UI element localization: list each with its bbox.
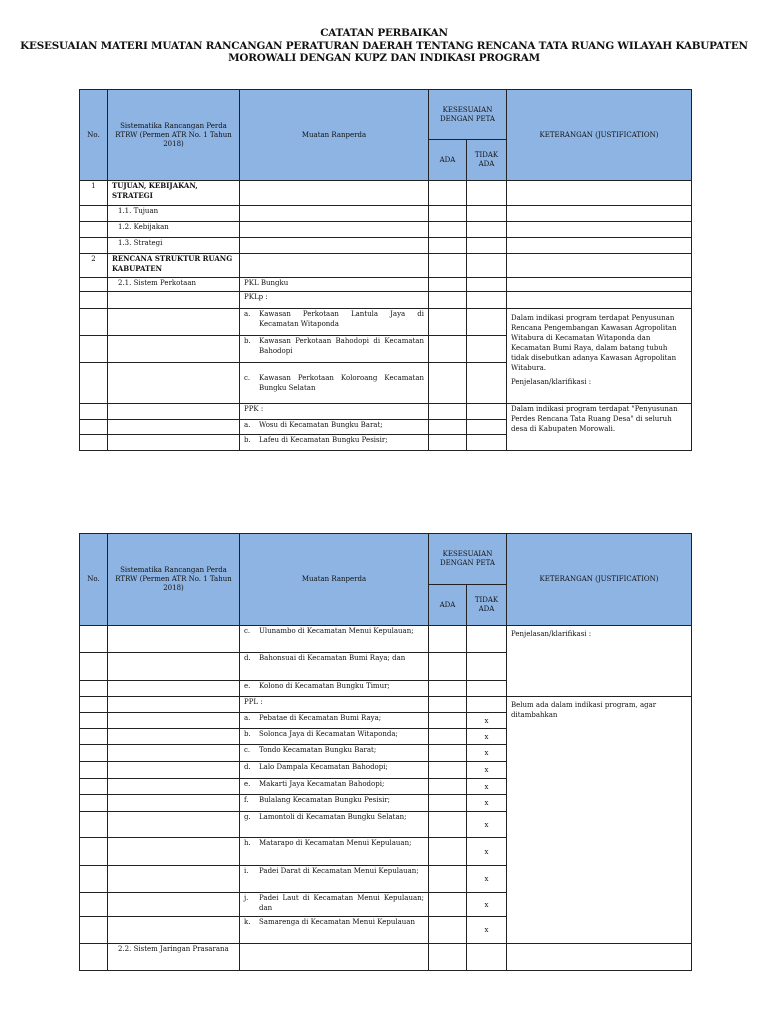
keterangan-cell: [507, 309, 692, 404]
header-keterangan: KETERANGAN (JUSTIFICATION): [507, 534, 692, 626]
item-letter: j.: [244, 894, 249, 902]
header-muatan: Muatan Ranperda: [240, 90, 429, 181]
item-text: Kawasan Perkotaan Lantula Jaya di Kecamatan Witaponda: [259, 310, 424, 328]
muatan-cell: [240, 435, 429, 451]
header-kesesuaian: KESESUAIAN DENGAN PETA: [429, 534, 507, 585]
tidak-ada-mark: x: [467, 762, 507, 779]
muatan-cell: [240, 812, 429, 838]
sistematika-cell: TUJUAN, KEBIJAKAN, STRATEGI: [108, 181, 240, 206]
item-letter: f.: [244, 796, 249, 804]
item-letter: c.: [244, 746, 251, 754]
table-row: [80, 206, 692, 222]
item-text: Padei Darat di Kecamatan Menui Kepulauan;: [259, 867, 419, 875]
tidak-ada-mark: x: [467, 795, 507, 812]
title-line-3: MOROWALI DENGAN KUPZ DAN INDIKASI PROGRAM: [228, 52, 540, 65]
item-text: Lamontoli di Kecamatan Bungku Selatan;: [259, 813, 407, 821]
muatan-cell: [240, 917, 429, 944]
table-row: [80, 181, 692, 206]
tidak-ada-mark: x: [467, 713, 507, 729]
muatan-cell: PKL Bungku: [240, 278, 429, 292]
header-sistematika: Sistematika Rancangan Perda RTRW (Permen ATR No. 1 Tahun 2018): [108, 534, 240, 626]
item-letter: b.: [244, 730, 251, 738]
item-letter: e.: [244, 780, 251, 788]
muatan-cell: [240, 729, 429, 745]
keterangan-clarification: Penjelasan/klarifikasi :: [511, 378, 592, 386]
item-letter: d.: [244, 763, 251, 771]
item-letter: g.: [244, 813, 251, 821]
tidak-ada-mark: x: [467, 729, 507, 745]
muatan-cell: [240, 893, 429, 917]
table-row: [80, 278, 692, 292]
muatan-cell: [240, 866, 429, 893]
table-row: [80, 626, 692, 653]
muatan-cell: [240, 653, 429, 681]
header-sistematika: Sistematika Rancangan Perda RTRW (Permen ATR No. 1 Tahun 2018): [108, 90, 240, 181]
muatan-cell: PPL :: [240, 697, 429, 713]
muatan-cell: [240, 309, 429, 336]
item-text: Pebatae di Kecamatan Bumi Raya;: [259, 714, 382, 722]
item-letter: d.: [244, 654, 251, 662]
tidak-ada-mark: x: [467, 779, 507, 795]
item-letter: i.: [244, 867, 249, 875]
table-row: [80, 944, 692, 971]
muatan-cell: [240, 779, 429, 795]
sistematika-cell: 2.1. Sistem Perkotaan: [108, 278, 240, 292]
header-kesesuaian: KESESUAIAN DENGAN PETA: [429, 90, 507, 140]
muatan-cell: PKLp :: [240, 292, 429, 309]
header-tidak-ada: TIDAK ADA: [467, 585, 507, 626]
item-text: Ulunambo di Kecamatan Menui Kepulauan;: [259, 627, 414, 635]
muatan-cell: [240, 626, 429, 653]
row-number: 1: [80, 181, 108, 206]
muatan-cell: [240, 363, 429, 404]
sistematika-cell: 2.2. Sistem Jaringan Prasarana: [108, 944, 240, 971]
document-title: [0, 27, 768, 65]
table-row: [80, 404, 692, 420]
header-ada: ADA: [429, 140, 467, 181]
item-letter: e.: [244, 682, 251, 690]
muatan-cell: [240, 713, 429, 729]
item-letter: a.: [244, 310, 251, 318]
item-text: Matarapo di Kecamatan Menui Kepulauan;: [259, 839, 412, 847]
item-letter: h.: [244, 839, 251, 847]
table-row: [80, 254, 692, 278]
muatan-cell: [240, 681, 429, 697]
sistematika-cell: 1.3. Strategi: [108, 238, 240, 254]
title-line-2: KESESUAIAN MATERI MUATAN RANCANGAN PERATURAN DAERAH TENTANG RENCANA TATA RUANG WILAYAH KABUPATEN: [20, 39, 748, 52]
item-text: Lalo Dampala Kecamatan Bahodopi;: [259, 763, 388, 771]
keterangan-cell: Penjelasan/klarifikasi :: [507, 626, 692, 697]
header-muatan: Muatan Ranperda: [240, 534, 429, 626]
row-number: 2: [80, 254, 108, 278]
muatan-cell: [240, 838, 429, 866]
header-no: No.: [80, 90, 108, 181]
item-text: Bulalang Kecamatan Bungku Pesisir;: [259, 796, 391, 804]
sistematika-cell: 1.1. Tujuan: [108, 206, 240, 222]
tidak-ada-mark: x: [467, 917, 507, 944]
table-row: [80, 697, 692, 713]
sistematika-cell: 1.2. Kebijakan: [108, 222, 240, 238]
muatan-cell: [240, 420, 429, 435]
item-text: Wosu di Kecamatan Bungku Barat;: [259, 421, 383, 429]
header-no: No.: [80, 534, 108, 626]
item-text: Kolono di Kecamatan Bungku Timur;: [259, 682, 390, 690]
item-text: Kawasan Perkotaan Bahodopi di Kecamatan Bahodopi: [259, 337, 424, 355]
item-text: Makarti Jaya Kecamatan Bahodopi;: [259, 780, 385, 788]
muatan-cell: [240, 762, 429, 779]
table-2: [79, 533, 692, 971]
item-text: Padei Laut di Kecamatan Menui Kepulauan; dan: [259, 894, 424, 912]
muatan-cell: [240, 795, 429, 812]
tidak-ada-mark: x: [467, 812, 507, 838]
tidak-ada-mark: x: [467, 893, 507, 917]
item-letter: c.: [244, 374, 251, 382]
muatan-cell: PPK :: [240, 404, 429, 420]
item-text: Bahonsuai di Kecamatan Bumi Raya; dan: [259, 654, 406, 662]
item-letter: a.: [244, 714, 251, 722]
item-letter: k.: [244, 918, 251, 926]
item-letter: c.: [244, 627, 251, 635]
tidak-ada-mark: x: [467, 838, 507, 866]
tidak-ada-mark: x: [467, 866, 507, 893]
table-row: [80, 238, 692, 254]
item-text: Solonca Jaya di Kecamatan Witaponda;: [259, 730, 398, 738]
tidak-ada-mark: x: [467, 745, 507, 762]
keterangan-cell: Belum ada dalam indikasi program, agar ditambahkan: [507, 697, 692, 944]
item-text: Lafeu di Kecamatan Bungku Pesisir;: [259, 436, 388, 444]
keterangan-cell: Dalam indikasi program terdapat "Penyusunan Perdes Rencana Tata Ruang Desa" di seluruh desa di Kabupaten Morowali.: [507, 404, 692, 451]
header-tidak-ada: TIDAK ADA: [467, 140, 507, 181]
keterangan-text: Dalam indikasi program terdapat Penyusunan Rencana Pengembangan Kawasan Agropolitan Witabura di Kecamatan Witaponda dan Kecamatan Bumi Raya, dalam batang tubuh tidak disebutkan adanya Kawasan Agropolitan Witabura.: [511, 314, 677, 372]
item-letter: a.: [244, 421, 251, 429]
item-text: Samarenga di Kecamatan Menui Kepulauan: [259, 918, 415, 926]
table-row: [80, 309, 692, 336]
table-1: [79, 89, 692, 451]
muatan-cell: [240, 745, 429, 762]
title-line-1: CATATAN PERBAIKAN: [320, 27, 448, 39]
header-keterangan: KETERANGAN (JUSTIFICATION): [507, 90, 692, 181]
item-letter: b.: [244, 436, 251, 444]
muatan-cell: [240, 336, 429, 363]
header-ada: ADA: [429, 585, 467, 626]
item-letter: b.: [244, 337, 251, 345]
sistematika-cell: RENCANA STRUKTUR RUANG KABUPATEN: [108, 254, 240, 278]
item-text: Kawasan Perkotaan Koloroang Kecamatan Bungku Selatan: [259, 374, 424, 392]
table-row: [80, 222, 692, 238]
item-text: Tondo Kecamatan Bungku Barat;: [259, 746, 377, 754]
table-row: [80, 292, 692, 309]
